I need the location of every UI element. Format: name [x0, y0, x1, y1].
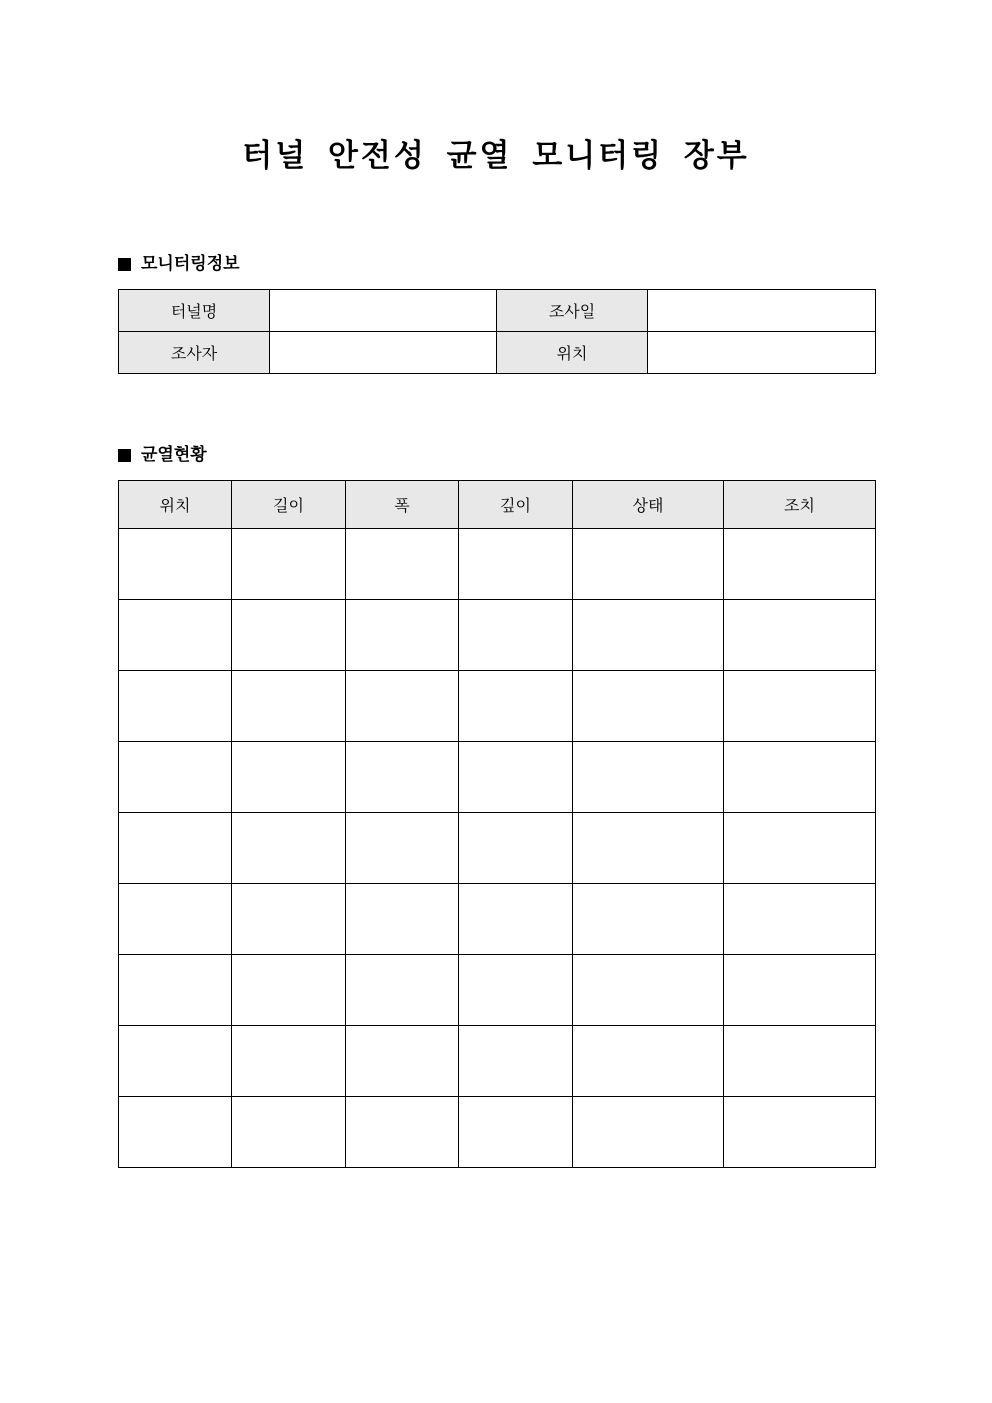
cell-width[interactable] [346, 600, 459, 671]
column-header-length: 길이 [232, 481, 346, 529]
square-bullet-icon [118, 449, 131, 462]
monitoring-info-heading [118, 252, 240, 276]
cell-location[interactable] [119, 671, 232, 742]
table-row [119, 671, 876, 742]
cell-depth[interactable] [459, 1097, 573, 1168]
table-row [119, 529, 876, 600]
cell-condition[interactable] [573, 529, 724, 600]
cell-location[interactable] [119, 1026, 232, 1097]
cell-action[interactable] [724, 884, 876, 955]
cell-action[interactable] [724, 600, 876, 671]
cell-depth[interactable] [459, 884, 573, 955]
cell-width[interactable] [346, 813, 459, 884]
cell-condition[interactable] [573, 742, 724, 813]
cell-condition[interactable] [573, 1097, 724, 1168]
surveyor-field[interactable] [270, 332, 497, 374]
cell-depth[interactable] [459, 742, 573, 813]
cell-length[interactable] [232, 813, 346, 884]
cell-depth[interactable] [459, 671, 573, 742]
cell-action[interactable] [724, 1026, 876, 1097]
monitoring-info-table [118, 289, 876, 374]
cell-condition[interactable] [573, 600, 724, 671]
square-bullet-icon [118, 258, 131, 271]
table-row [119, 884, 876, 955]
cell-width[interactable] [346, 1097, 459, 1168]
crack-status-heading-label: 균열현황 [141, 445, 207, 465]
cell-length[interactable] [232, 1097, 346, 1168]
cell-action[interactable] [724, 671, 876, 742]
cell-location[interactable] [119, 884, 232, 955]
cell-condition[interactable] [573, 813, 724, 884]
cell-location[interactable] [119, 955, 232, 1026]
cell-depth[interactable] [459, 813, 573, 884]
cell-width[interactable] [346, 955, 459, 1026]
crack-status-table [118, 480, 876, 1168]
cell-condition[interactable] [573, 671, 724, 742]
table-row [119, 600, 876, 671]
column-header-width: 폭 [346, 481, 459, 529]
location-field[interactable] [648, 332, 876, 374]
monitoring-info-heading-label: 모니터링정보 [141, 254, 240, 274]
cell-condition[interactable] [573, 955, 724, 1026]
cell-location[interactable] [119, 1097, 232, 1168]
table-row [119, 1026, 876, 1097]
info-row [119, 290, 876, 332]
cell-action[interactable] [724, 529, 876, 600]
column-header-location: 위치 [119, 481, 232, 529]
tunnel-name-field[interactable] [270, 290, 497, 332]
crack-table-header-row [119, 481, 876, 529]
column-header-depth: 깊이 [459, 481, 573, 529]
table-row [119, 955, 876, 1026]
cell-width[interactable] [346, 671, 459, 742]
cell-depth[interactable] [459, 529, 573, 600]
cell-length[interactable] [232, 529, 346, 600]
cell-width[interactable] [346, 1026, 459, 1097]
cell-width[interactable] [346, 884, 459, 955]
cell-depth[interactable] [459, 955, 573, 1026]
cell-length[interactable] [232, 742, 346, 813]
cell-location[interactable] [119, 529, 232, 600]
cell-length[interactable] [232, 600, 346, 671]
crack-status-heading [118, 443, 207, 467]
survey-date-field[interactable] [648, 290, 876, 332]
cell-location[interactable] [119, 813, 232, 884]
cell-width[interactable] [346, 529, 459, 600]
table-row [119, 813, 876, 884]
cell-length[interactable] [232, 1026, 346, 1097]
cell-action[interactable] [724, 1097, 876, 1168]
cell-length[interactable] [232, 955, 346, 1026]
surveyor-label: 조사자 [119, 332, 270, 374]
cell-location[interactable] [119, 600, 232, 671]
cell-length[interactable] [232, 671, 346, 742]
table-row [119, 1097, 876, 1168]
cell-depth[interactable] [459, 600, 573, 671]
table-row [119, 742, 876, 813]
cell-action[interactable] [724, 955, 876, 1026]
cell-width[interactable] [346, 742, 459, 813]
cell-location[interactable] [119, 742, 232, 813]
location-label: 위치 [497, 332, 648, 374]
cell-action[interactable] [724, 813, 876, 884]
cell-condition[interactable] [573, 884, 724, 955]
document-title: 터널 안전성 균열 모니터링 장부 [242, 138, 750, 174]
cell-depth[interactable] [459, 1026, 573, 1097]
column-header-condition: 상태 [573, 481, 724, 529]
survey-date-label: 조사일 [497, 290, 648, 332]
column-header-action: 조치 [724, 481, 876, 529]
cell-length[interactable] [232, 884, 346, 955]
tunnel-name-label: 터널명 [119, 290, 270, 332]
info-row [119, 332, 876, 374]
cell-condition[interactable] [573, 1026, 724, 1097]
cell-action[interactable] [724, 742, 876, 813]
